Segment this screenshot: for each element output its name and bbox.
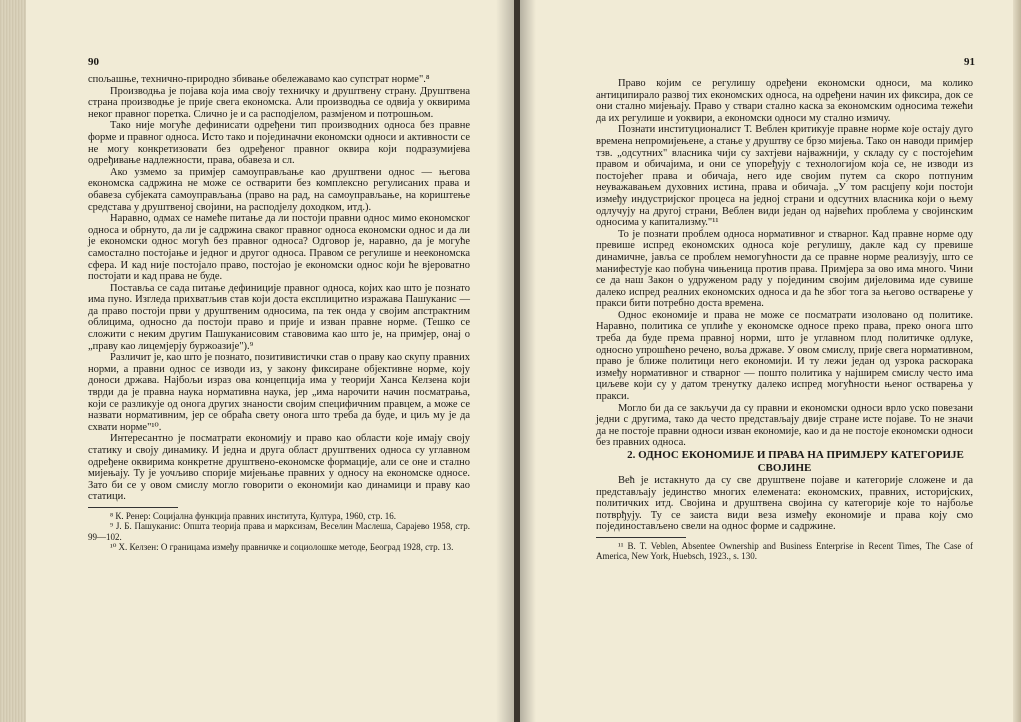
paragraph: Поставља се сада питање дефиниције правног односа, којих као што је познато има пуно. Изгледа прихватљив став који доста експлицитно изражава Пашуканис — да право постоји први у друштвеним односима, па тек онда у својим апстрактним облицима, односно да постоји право и прије и изван правне норме. (Тешко се сложити с неким другим Пашуканисовим ставовима као што је, на примјер, онај о „праву као лицемјерју буржоазије").⁹	[88, 282, 470, 352]
paragraph: Интересантно је посматрати економију и право као области које имају своју статику и своју динамику. И једна и друга област друштвених односа су углавном одређене оквирима конкретне друштвено-економске формације, али се оне и стално мијењају. Ту је уочљиво спорије мијењање правних у односу на економске односе. Зато би се у овом смислу могло говорити о економији као динамици и праву као статици.	[88, 433, 470, 503]
paragraph: Познати институционалист Т. Вeблен критикује правне норме које остају дуго времена непромијењене, а стање у друштву се брзо мијења. Тако он наводи примјер тзв. „одсутних" власника чији су захтјеви најважнији, у складу су с постојећим правом и обичајима, и они се упоређују с технологијом која се, не изводи из постојећег права и обичаја, него иде својим путем са скоро потпуним неуважавањем духовних истина, права и обичаја. „У том расцјепу који постоји између индустријског процеса на једној страни и одсутних власника који о њему одлучују на другој страни, Вeблен види један од највећих проблема у својинским односима у капитализму."¹¹	[596, 124, 973, 229]
paragraph: Могло би да се закључи да су правни и економски односи врло уско повезани једни с другима, тако да често представљају двије стране исте појаве. То не значи да не постоје правни односи изван економије, као и да не постоје економски односи без правних односа.	[596, 402, 973, 449]
footnote-rule	[88, 507, 178, 508]
footnote: ⁹ Ј. Б. Пашуканис: Општа теорија права и марксизам, Веселин Маслеша, Сарајево 1958, стр. 99—102.	[88, 521, 470, 542]
paragraph: Већ је истакнуто да су све друштвене појаве и категорије сложене и да представљају јединство многих елемената: економских, правних, историјских, политичких итд. Својина и друштвена својина су категорије које то најбоље потврђују. Ту се заиста види веза између економије и права коју смо појединостављено свели на однос форме и садржине.	[596, 475, 973, 533]
footnote: ⁸ К. Ренер: Социјална функција правних института, Култура, 1960, стр. 16.	[110, 510, 396, 521]
page-number-right: 91	[964, 56, 975, 68]
paragraph: спољашње, технично-природно збивање обележавамо као супстрат норме".⁸	[88, 74, 430, 85]
page-edge	[1013, 0, 1021, 722]
paragraph: Различит је, као што је познато, позитивистички став о праву као скупу правних норми, а правни однос се изводи из, у закону фиксиране објективне норме, коју доноси држава. Најбољи израз ова концепција има у теорији Ханса Келзена који тврди да је правна наука нормативна наука, јер „има нарочити начин посматрања, који се разликује од онога других знаности својим специфичним правцем, а може се назвати нормативним, јер се обраћа свету онога што треба да буде, и циљ му је да схвати норме"¹⁰.	[88, 352, 470, 433]
section-heading: 2. ОДНОС ЕКОНОМИЈЕ И ПРАВА НА ПРИМЈЕРУ КАТЕГОРИЈЕ СВОЈИНЕ	[627, 449, 964, 474]
left-text-column	[88, 74, 470, 553]
right-page	[520, 0, 1021, 722]
page-edges	[0, 0, 26, 722]
footnote-rule	[596, 537, 686, 538]
paragraph: Тако није могуће дефинисати одређени тип производних односа без правне форме и правног односа. Исто тако и појединачни економски односи и активности се не могу конкретизовати без одређеног правног оквира који подразумијева одређивање надлежности, права, обавеза и сл.	[88, 120, 470, 167]
right-text-column	[596, 78, 973, 562]
paragraph: Производња је појава која има своју техничку и друштвену страну. Друштвена страна производње је прије свега економска. Али производња се одвија у оквирима неког правног поретка. Слично је и са расподјелом, размјеном и потрошњом.	[88, 85, 470, 120]
gutter-shadow	[496, 0, 514, 722]
paragraph: Право којим се регулишу одређени економски односи, ма колико антиципирало развој тих економских односа, на одређени начин их фиксира, док се они стално мијењају. Право у ствари стално каска за економским односима тежећи да их регулише и уоквири, а економски односи му стално измичу.	[596, 78, 973, 124]
gutter-shadow	[520, 0, 536, 722]
footnote: ¹⁰ Х. Келзен: О границама између правничке и социолошке методе, Београд 1928, стр. 13.	[110, 542, 454, 553]
footnote: ¹¹ B. T. Veblen, Absentee Ownership and Business Enterprise in Recent Times, The Case of America, New York, Huebsch, 1923., s. 130.	[596, 540, 973, 562]
page-number-left: 90	[88, 56, 99, 68]
paragraph: Однос економије и права не може се посматрати изоловано од политике. Наравно, политика се уплиће у економске односе преко права, преко онога што треба да буде према правној норми, што је углавном плод политичке одлуке, односно упрошћено речено, воља државе. У овом смислу, прије свега нормативном, право је ближе политици него економији. И ту лежи један од узрока раскорака између нормативног и стварног — пошто политика у најширем смислу често има циљеве који су у датом тренутку далеко испред могућности њеног остварења у пракси.	[596, 309, 973, 403]
paragraph: То је познати проблем односа нормативног и стварног. Кад правне норме оду превише испред економских односа које регулишу, дакле кад су превише динамичне, јавља се проблем немогућности да се правне норме реализују, што се манифестује кao побуна чињеница против права. Примјера за ово има много. Чини се да наш Закон о удруженом раду у појединим својим дијеловима иде сувише далеко испред реалних економских односа и да ће због тога за његово остварење у пракси бити потребно доста времена.	[596, 228, 973, 310]
paragraph: Ако узмемо за примјер самоуправљање као друштвени однос — његова економска садржина не може се остварити без комплексно регулисаних права и обавеза субјеката самоуправљања (право на рад, на самоуправљање, на кориштење средстава у друштвеној својини, на расподјелу доходком, итд.).	[88, 166, 470, 213]
paragraph: Наравно, одмах се намеће питање да ли постоји правни однос мимо економског односа и обрнуто, да ли је садржина сваког правног односа економски однос и да ли је економски однос могућ без правног односа? Одговор је, наравно, да је могуће самостално постојање и једног и другог односа. Правом се регулише и неекономска сфера. И кад није постојало право, постојао је економски однос који ће вјероватно постојати и кад права не буде.	[88, 213, 470, 283]
